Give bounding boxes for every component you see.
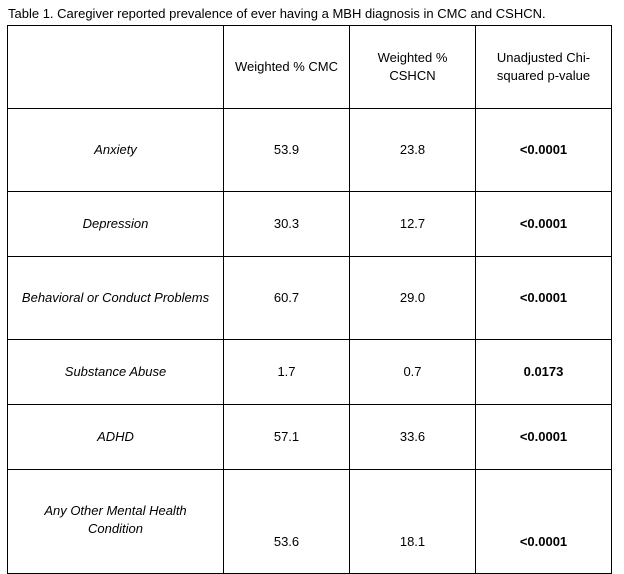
cell-cshcn: 12.7 bbox=[350, 192, 476, 257]
table-row bbox=[8, 192, 612, 257]
row-label-adhd: ADHD bbox=[8, 405, 224, 470]
cell-cmc: 1.7 bbox=[224, 340, 350, 405]
table-row bbox=[8, 340, 612, 405]
cell-cshcn: 23.8 bbox=[350, 109, 476, 192]
row-label-other-mental-health bbox=[8, 470, 224, 574]
table-row bbox=[8, 109, 612, 192]
header-weighted-cmc bbox=[224, 26, 350, 109]
cell-cshcn: 33.6 bbox=[350, 405, 476, 470]
cell-cmc: 53.6 bbox=[224, 470, 350, 574]
cell-cmc: 30.3 bbox=[224, 192, 350, 257]
cell-p-value: 0.0173 bbox=[476, 340, 612, 405]
cell-cmc: 57.1 bbox=[224, 405, 350, 470]
table-row bbox=[8, 257, 612, 340]
header-pvalue-line2: squared p-value bbox=[496, 68, 591, 83]
cell-cshcn: 29.0 bbox=[350, 257, 476, 340]
header-p-value bbox=[476, 26, 612, 109]
row-label-line1: Any Other Mental Health bbox=[44, 502, 187, 518]
cell-p-value: <0.0001 bbox=[476, 405, 612, 470]
cell-p-value: <0.0001 bbox=[476, 192, 612, 257]
header-blank-cell bbox=[8, 26, 224, 109]
table-caption: Table 1. Caregiver reported prevalence of ever having a MBH diagnosis in CMC and CSHCN. bbox=[8, 6, 546, 21]
cell-cmc: 53.9 bbox=[224, 109, 350, 192]
row-label-behavioral: Behavioral or Conduct Problems bbox=[8, 257, 224, 340]
row-label-anxiety: Anxiety bbox=[8, 109, 224, 192]
cell-p-value: <0.0001 bbox=[476, 470, 612, 574]
header-pvalue-line1: Unadjusted Chi- bbox=[496, 50, 591, 65]
row-label-depression: Depression bbox=[8, 192, 224, 257]
cell-cshcn: 18.1 bbox=[350, 470, 476, 574]
row-label-line2: Condition bbox=[88, 520, 143, 536]
prevalence-table bbox=[7, 25, 612, 574]
cell-cshcn: 0.7 bbox=[350, 340, 476, 405]
row-label-substance-abuse: Substance Abuse bbox=[8, 340, 224, 405]
header-cshcn-line2: CSHCN bbox=[389, 68, 436, 83]
cell-p-value: <0.0001 bbox=[476, 257, 612, 340]
header-weighted-cshcn bbox=[350, 26, 476, 109]
cell-cmc: 60.7 bbox=[224, 257, 350, 340]
cell-p-value: <0.0001 bbox=[476, 109, 612, 192]
table-row bbox=[8, 470, 612, 574]
header-cshcn-line1: Weighted % bbox=[377, 50, 448, 65]
table-header-row bbox=[8, 26, 612, 109]
table-row bbox=[8, 405, 612, 470]
header-cmc-text: Weighted % CMC bbox=[234, 59, 339, 74]
